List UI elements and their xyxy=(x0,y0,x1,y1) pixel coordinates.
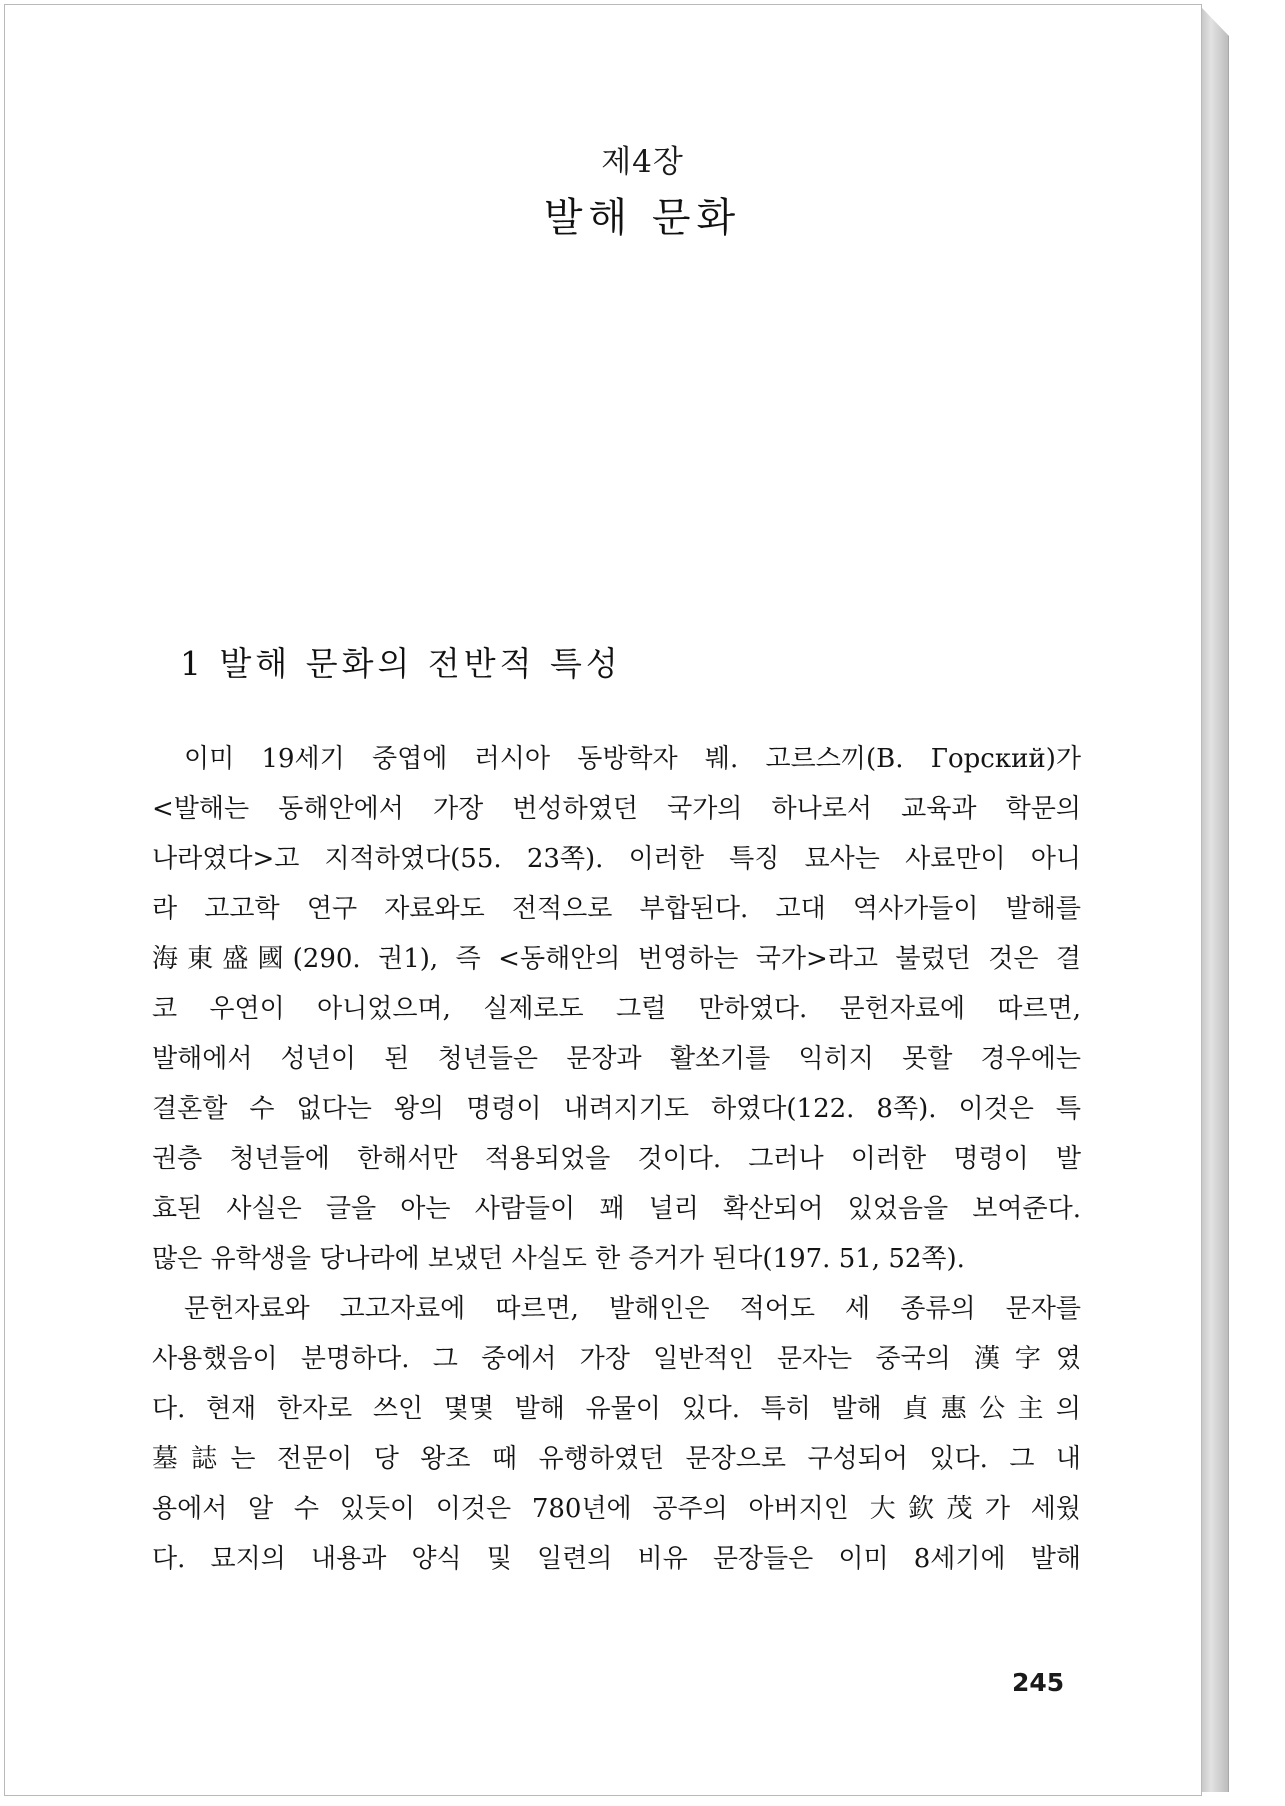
paragraph-2 xyxy=(152,1284,1081,1584)
text-line: 다. 현재 한자로 쓰인 몇몇 발해 유물이 있다. 특히 발해 貞惠公主의 xyxy=(152,1394,1081,1424)
text-line: 효된 사실은 글을 아는 사람들이 꽤 널리 확산되어 있었음을 보여준다. xyxy=(152,1194,1081,1224)
chapter-number: 제4장 xyxy=(601,144,684,180)
text-line: 海東盛國(290. 권1), 즉 <동해안의 번영하는 국가>라고 불렀던 것은 결 xyxy=(152,944,1081,974)
text-line: <발해는 동해안에서 가장 번성하였던 국가의 하나로서 교육과 학문의 xyxy=(152,794,1081,824)
text-line: 많은 유학생을 당나라에 보냈던 사실도 한 증거가 된다(197. 51, 52쪽). xyxy=(152,1244,965,1274)
section-heading: 1 발해 문화의 전반적 특성 xyxy=(180,644,622,683)
text-line: 문헌자료와 고고자료에 따르면, 발해인은 적어도 세 종류의 문자를 xyxy=(184,1294,1081,1324)
text-line: 발해에서 성년이 된 청년들은 문장과 활쏘기를 익히지 못할 경우에는 xyxy=(152,1044,1081,1074)
text-line: 사용했음이 분명하다. 그 중에서 가장 일반적인 문자는 중국의 漢字였 xyxy=(152,1344,1081,1374)
body-text xyxy=(152,734,1081,1584)
page-number: 245 xyxy=(1012,1668,1065,1697)
text-line: 결혼할 수 없다는 왕의 명령이 내려지기도 하였다(122. 8쪽). 이것은 특 xyxy=(152,1094,1081,1124)
chapter-title: 발해 문화 xyxy=(543,195,742,241)
text-line: 코 우연이 아니었으며, 실제로도 그럴 만하였다. 문헌자료에 따르면, xyxy=(152,994,1081,1024)
text-line: 나라였다>고 지적하였다(55. 23쪽). 이러한 특징 묘사는 사료만이 아니 xyxy=(152,844,1081,874)
text-line: 용에서 알 수 있듯이 이것은 780년에 공주의 아버지인 大欽茂가 세웠 xyxy=(152,1494,1081,1524)
text-line: 다. 묘지의 내용과 양식 및 일련의 비유 문장들은 이미 8세기에 발해 xyxy=(152,1544,1081,1574)
text-line: 墓誌는 전문이 당 왕조 때 유행하였던 문장으로 구성되어 있다. 그 내 xyxy=(152,1444,1081,1474)
paragraph-1 xyxy=(152,734,1081,1284)
text-line: 권층 청년들에 한해서만 적용되었을 것이다. 그러나 이러한 명령이 발 xyxy=(152,1144,1081,1174)
text-line: 이미 19세기 중엽에 러시아 동방학자 붸. 고르스끼(В. Горский)가 xyxy=(184,744,1081,774)
text-line: 라 고고학 연구 자료와도 전적으로 부합된다. 고대 역사가들이 발해를 xyxy=(152,894,1081,924)
page-edge-shadow xyxy=(1202,8,1229,1792)
